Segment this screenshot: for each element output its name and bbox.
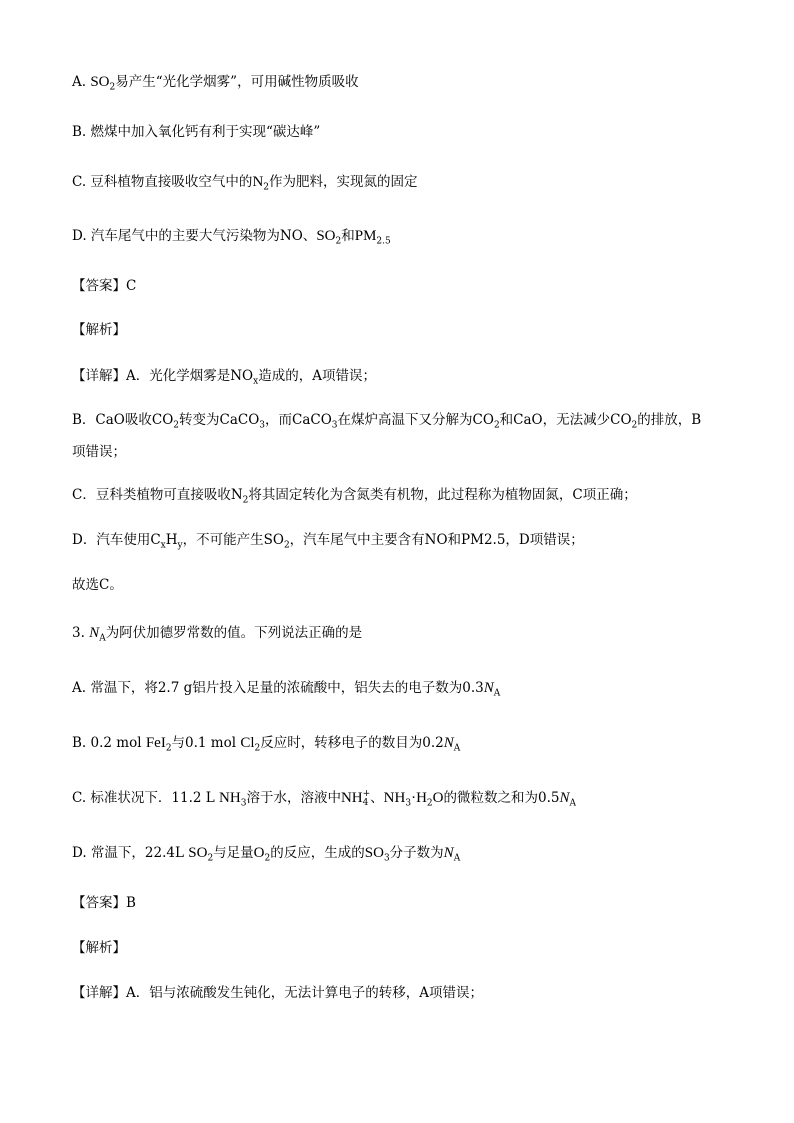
text-line-q2d [72, 226, 391, 246]
body-text: 项错误； [72, 444, 126, 460]
formula-text: FeI [145, 735, 166, 751]
body-text: ，不可能产生SO [182, 532, 284, 548]
subscript: 3 [240, 798, 247, 809]
body-text: 为阿伏加德罗常数的值。下列说法正确的是 [105, 625, 363, 641]
formula-text: N [483, 680, 494, 696]
body-text: 【详解】A．光化学烟雾是NO [72, 368, 254, 384]
subscript: 2 [165, 743, 172, 754]
formula-text: ·H [411, 790, 427, 806]
subscript: 2 [631, 420, 638, 431]
body-text: D. 汽车尾气中的主要大气污染物为NO、 [72, 228, 317, 244]
body-text: B. 燃煤中加入氧化钙有利于实现“碳达峰” [72, 124, 321, 140]
subscript: x [253, 376, 259, 387]
body-text: 的反应，生成的 [270, 845, 365, 861]
text-line-xj2a [72, 366, 376, 386]
subscript: 2 [335, 236, 342, 247]
formula-text: SO [188, 845, 208, 861]
text-line-q3 [72, 623, 362, 643]
body-text: C. 豆科植物直接吸收空气中的 [72, 174, 253, 190]
subscript: A [453, 743, 461, 754]
subscript: y [177, 540, 183, 551]
text-line-q2c [72, 172, 418, 192]
text-line-xj2b2 [72, 442, 126, 462]
text-line-xj2d [72, 530, 584, 550]
formula-text: N [89, 625, 100, 641]
text-line-q3a [72, 678, 500, 698]
body-text: 作为肥料，实现氮的固定 [269, 174, 418, 190]
subscript: 2 [254, 743, 261, 754]
subscript: 2 [207, 853, 214, 864]
body-text: D. 常温下，22.4L [72, 845, 189, 861]
formula-text: SO [364, 845, 384, 861]
body-text: 【解析】 [72, 940, 126, 956]
body-text: 转变为CaCO [179, 412, 260, 428]
body-text: A. [72, 74, 91, 90]
superscript: + [362, 788, 371, 799]
body-text: 和 [341, 228, 355, 244]
body-text: 和CaO，无法减少CO [499, 412, 632, 428]
formula-text: NH [340, 790, 363, 806]
subscript: 2 [242, 495, 249, 506]
body-text: 分子数为 [389, 845, 444, 861]
subscript: 2 [283, 540, 290, 551]
body-text: D．汽车使用C [72, 532, 161, 548]
body-text: 反应时，转移电子的数目为0.2 [260, 735, 444, 751]
text-line-jx2 [72, 320, 126, 340]
subscript: 2 [109, 82, 116, 93]
text-line-xj2b1 [72, 410, 701, 430]
text-line-xj2c [72, 485, 637, 505]
text-line-q3c [72, 788, 576, 808]
subscript: 2 [173, 420, 179, 431]
subscript: 2 [426, 798, 433, 809]
formula-text: O [253, 845, 265, 861]
body-text: A. 常温下，将2.7 g铝片投入足量的浓硫酸中，铝失去的电子数为0.3 [72, 680, 484, 696]
subscript: 2 [263, 182, 270, 193]
body-text: H [165, 532, 178, 548]
formula-text: SO [90, 74, 110, 90]
formula-text: N [252, 174, 264, 190]
body-text: 与0.1 mol [171, 735, 241, 751]
body-text: 故选C。 [72, 577, 123, 593]
formula-text: SO [316, 228, 336, 244]
text-line-ans3 [72, 893, 136, 913]
body-text: 、 [370, 790, 384, 806]
subscript: 2 [264, 853, 271, 864]
subscript: 3 [259, 420, 266, 431]
body-text: C. 标准状况下．11.2 L [72, 790, 220, 806]
subscript: A [569, 798, 576, 809]
subscript: A [99, 633, 106, 644]
text-line-xj3a [72, 983, 483, 1003]
body-text: 易产生“光化学烟雾”，可用碱性物质吸收 [115, 74, 359, 90]
subscript: 3 [405, 798, 412, 809]
text-line-q3d [72, 843, 460, 863]
text-line-jx3 [72, 938, 126, 958]
subscript: 3 [383, 853, 390, 864]
body-text: B．CaO吸收CO [72, 412, 174, 428]
body-text: 与足量 [213, 845, 254, 861]
body-text: 的排放，B [637, 412, 702, 428]
formula-text: O [432, 790, 444, 806]
subscript: 4 [362, 797, 369, 808]
subscript: A [493, 688, 501, 699]
body-text: 3. [72, 625, 90, 641]
body-text: C．豆科类植物可直接吸收N [72, 487, 243, 503]
body-text: 造成的，A项错误； [258, 368, 376, 384]
body-text: 【解析】 [72, 322, 126, 338]
body-text: 【详解】A．铝与浓硫酸发生钝化，无法计算电子的转移，A项错误； [72, 985, 483, 1001]
subscript: A [453, 853, 461, 864]
body-text: 在煤炉高温下又分解为CO [337, 412, 494, 428]
formula-text: N [559, 790, 570, 806]
text-line-q2b [72, 122, 320, 142]
formula-text: N [443, 735, 454, 751]
body-text: 【答案】C [72, 278, 137, 294]
subscript: x [160, 540, 166, 551]
body-text: 溶于水，溶液中 [246, 790, 341, 806]
formula-text: NH [383, 790, 406, 806]
text-line-q2a [72, 72, 359, 92]
body-text: ，而CaCO [265, 412, 332, 428]
body-text: ，汽车尾气中主要含有NO和PM2.5，D项错误； [289, 532, 584, 548]
text-line-gx2 [72, 575, 123, 595]
body-text: 的微粒数之和为0.5 [443, 790, 560, 806]
subscript: 3 [331, 420, 338, 431]
formula-text: N [443, 845, 454, 861]
text-line-q3b [72, 733, 460, 753]
subscript: 2.5 [376, 236, 391, 247]
formula-text: NH [219, 790, 241, 806]
body-text: 【答案】B [72, 895, 136, 911]
formula-text: Cl [240, 735, 255, 751]
body-text: B. 0.2 mol [72, 735, 146, 751]
subscript: 2 [493, 420, 500, 431]
body-text: 将其固定转化为含氮类有机物，此过程称为植物固氮，C项正确； [248, 487, 637, 503]
text-line-ans2 [72, 276, 136, 296]
formula-text: PM [354, 228, 377, 244]
